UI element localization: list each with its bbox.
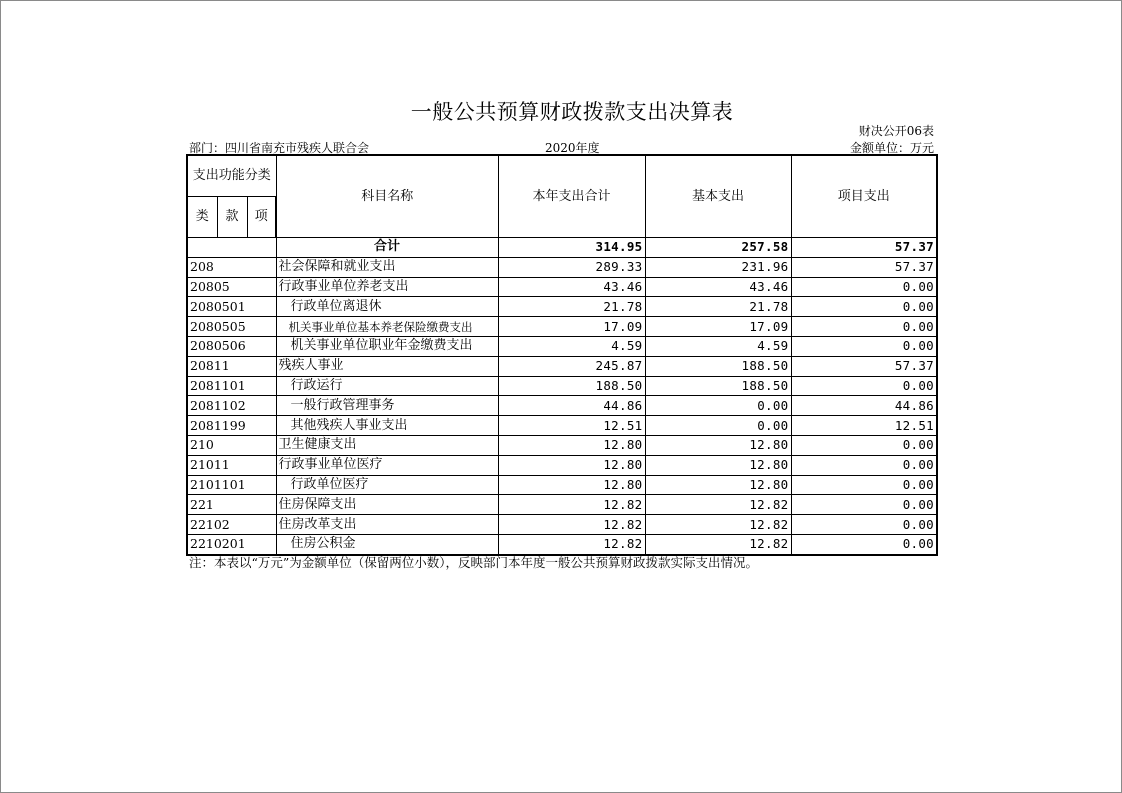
row-subject-name: 行政单位离退休 — [276, 297, 498, 317]
table-row — [187, 475, 937, 495]
amount-unit: 金额单位：万元 — [849, 141, 934, 155]
row-project: 0.00 — [791, 376, 937, 396]
table-row — [187, 277, 937, 297]
row-code: 221 — [187, 495, 276, 515]
table-row — [187, 435, 937, 455]
table-row — [187, 416, 937, 436]
row-project: 12.51 — [791, 416, 937, 436]
row-project: 0.00 — [791, 475, 937, 495]
row-total: 12.82 — [498, 495, 645, 515]
row-total: 12.80 — [498, 435, 645, 455]
row-total: 4.59 — [498, 336, 645, 356]
row-subject-name: 住房公积金 — [276, 534, 498, 554]
header-total: 本年支出合计 — [498, 155, 645, 238]
row-total: 12.82 — [498, 515, 645, 535]
row-subject-name: 其他残疾人事业支出 — [276, 416, 498, 436]
row-code: 20811 — [187, 356, 276, 376]
total-basic: 257.58 — [645, 238, 791, 258]
row-total: 12.80 — [498, 475, 645, 495]
row-project: 0.00 — [791, 455, 937, 475]
table-row — [187, 356, 937, 376]
row-basic: 231.96 — [645, 257, 791, 277]
row-total: 12.80 — [498, 455, 645, 475]
table-row — [187, 376, 937, 396]
row-project: 57.37 — [791, 356, 937, 376]
total-amount: 314.95 — [498, 238, 645, 258]
row-code: 2080506 — [187, 336, 276, 356]
row-basic: 17.09 — [645, 317, 791, 337]
row-code: 210 — [187, 435, 276, 455]
header-kuan: 款 — [217, 197, 247, 238]
table-row — [187, 336, 937, 356]
expenditure-table — [186, 154, 938, 556]
table-row — [187, 257, 937, 277]
row-project: 0.00 — [791, 534, 937, 554]
row-total: 17.09 — [498, 317, 645, 337]
total-code-cell — [187, 238, 276, 258]
row-subject-name: 社会保障和就业支出 — [276, 257, 498, 277]
row-project: 0.00 — [791, 277, 937, 297]
row-basic: 12.80 — [645, 435, 791, 455]
row-basic: 12.82 — [645, 534, 791, 554]
row-subject-name: 行政事业单位养老支出 — [276, 277, 498, 297]
row-total: 289.33 — [498, 257, 645, 277]
row-project: 0.00 — [791, 515, 937, 535]
row-project: 57.37 — [791, 257, 937, 277]
table-row — [187, 396, 937, 416]
header-subject-name: 科目名称 — [276, 155, 498, 238]
row-subject-name: 卫生健康支出 — [276, 435, 498, 455]
row-total: 12.51 — [498, 416, 645, 436]
row-basic: 12.80 — [645, 475, 791, 495]
row-subject-name: 行政事业单位医疗 — [276, 455, 498, 475]
row-total: 188.50 — [498, 376, 645, 396]
row-code: 2081199 — [187, 416, 276, 436]
header-lei: 类 — [187, 197, 217, 238]
row-project: 0.00 — [791, 435, 937, 455]
row-basic: 0.00 — [645, 396, 791, 416]
form-code: 财决公开06表 — [858, 124, 934, 138]
table-row — [187, 515, 937, 535]
header-project: 项目支出 — [791, 155, 937, 238]
row-code: 2101101 — [187, 475, 276, 495]
table-row — [187, 297, 937, 317]
header-basic: 基本支出 — [645, 155, 791, 238]
row-project: 0.00 — [791, 297, 937, 317]
row-code: 2081102 — [187, 396, 276, 416]
total-row — [187, 238, 937, 258]
table-row — [187, 534, 937, 554]
row-project: 44.86 — [791, 396, 937, 416]
total-label: 合计 — [276, 238, 498, 258]
row-subject-name: 残疾人事业 — [276, 356, 498, 376]
row-total: 12.82 — [498, 534, 645, 554]
row-subject-name: 住房改革支出 — [276, 515, 498, 535]
row-project: 0.00 — [791, 336, 937, 356]
row-project: 0.00 — [791, 495, 937, 515]
row-basic: 0.00 — [645, 416, 791, 436]
row-code: 21011 — [187, 455, 276, 475]
header-xiang: 项 — [247, 197, 276, 238]
row-code: 2080501 — [187, 297, 276, 317]
table-row — [187, 317, 937, 337]
row-code: 20805 — [187, 277, 276, 297]
row-basic: 12.80 — [645, 455, 791, 475]
page-title: 一般公共预算财政拨款支出决算表 — [410, 100, 734, 124]
row-total: 21.78 — [498, 297, 645, 317]
row-code: 2081101 — [187, 376, 276, 396]
row-basic: 43.46 — [645, 277, 791, 297]
table-row — [187, 495, 937, 515]
row-basic: 21.78 — [645, 297, 791, 317]
row-subject-name: 一般行政管理事务 — [276, 396, 498, 416]
row-total: 43.46 — [498, 277, 645, 297]
row-subject-name: 行政单位医疗 — [276, 475, 498, 495]
row-code: 2080505 — [187, 317, 276, 337]
row-basic: 12.82 — [645, 515, 791, 535]
table-row — [187, 455, 937, 475]
row-basic: 12.82 — [645, 495, 791, 515]
row-basic: 188.50 — [645, 356, 791, 376]
row-total: 44.86 — [498, 396, 645, 416]
header-func-class: 支出功能分类 — [187, 155, 276, 197]
row-code: 208 — [187, 257, 276, 277]
row-subject-name: 行政运行 — [276, 376, 498, 396]
row-subject-name: 住房保障支出 — [276, 495, 498, 515]
row-code: 2210201 — [187, 534, 276, 554]
department-label: 部门：四川省南充市残疾人联合会 — [189, 141, 370, 155]
row-project: 0.00 — [791, 317, 937, 337]
row-subject-name: 机关事业单位职业年金缴费支出 — [276, 336, 498, 356]
row-basic: 188.50 — [645, 376, 791, 396]
row-total: 245.87 — [498, 356, 645, 376]
row-basic: 4.59 — [645, 336, 791, 356]
row-code: 22102 — [187, 515, 276, 535]
footnote: 注：本表以“万元”为金额单位（保留两位小数），反映部门本年度一般公共预算财政拨款实际支出情况。 — [189, 555, 759, 570]
row-subject-name: 机关事业单位基本养老保险缴费支出 — [276, 317, 498, 337]
fiscal-year: 2020年度 — [545, 141, 600, 155]
total-project: 57.37 — [791, 238, 937, 258]
